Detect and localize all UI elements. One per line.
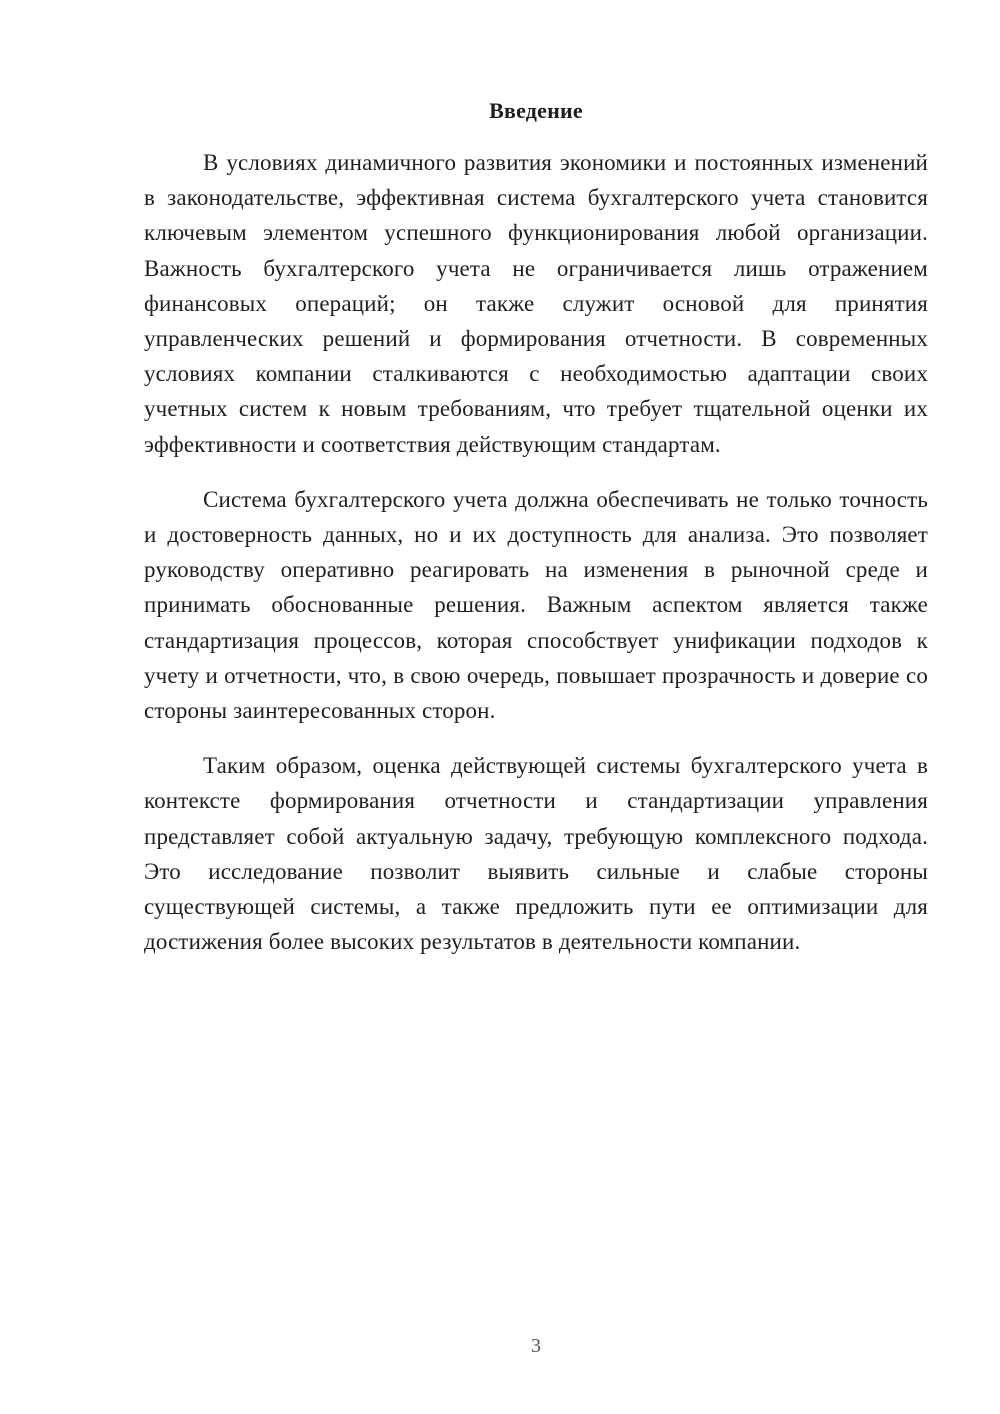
paragraph-3: Таким образом, оценка действующей системы бухгалтерского учета в контексте формирования отчетности и стандартизации управления представляет собой актуальную задачу, требующую комплексного подхода. Это исследование позволит выявить сильные и слабые стороны существующей системы, а также предложить пути ее оптимизации для достижения более высоких результатов в деятельности компании. (144, 753, 928, 955)
section-title: Введение (489, 98, 583, 123)
paragraph-1: В условиях динамичного развития экономики и постоянных изменений в законодательстве, эффективная система бухгалтерского учета становится ключевым элементом успешного функционирования любой организации. Важность бухгалтерского учета не ограничивается лишь отражением финансовых операций; он также служит основой для принятия управленческих решений и формирования отчетности. В современных условиях компании сталкиваются с необходимостью адаптации своих учетных систем к новым требованиям, что требует тщательной оценки их эффективности и соответствия действующим стандартам. (144, 150, 928, 457)
page-number: 3 (531, 1335, 541, 1357)
page-content (144, 94, 928, 979)
paragraph-2: Система бухгалтерского учета должна обеспечивать не только точность и достоверность данных, но и их доступность для анализа. Это позволяет руководству оперативно реагировать на изменения в рыночной среде и принимать обоснованные решения. Важным аспектом является также стандартизация процессов, которая способствует унификации подходов к учету и отчетности, что, в свою очередь, повышает прозрачность и доверие со стороны заинтересованных сторон. (144, 486, 928, 724)
